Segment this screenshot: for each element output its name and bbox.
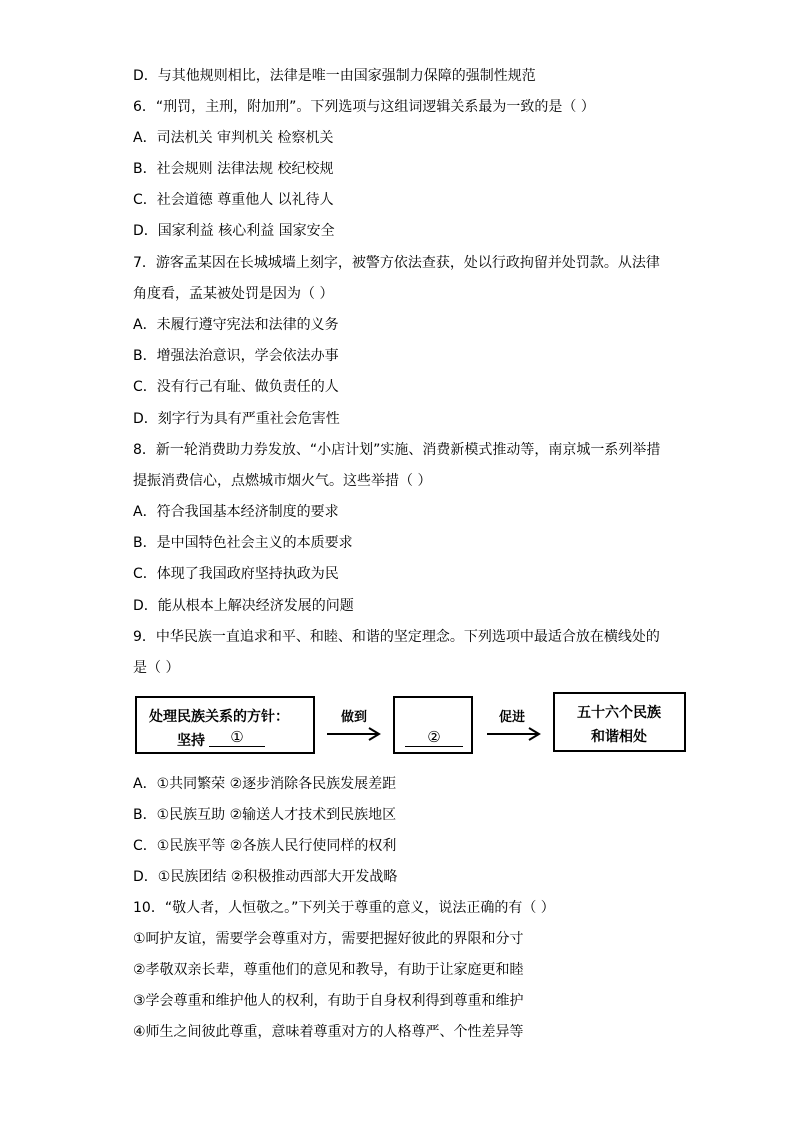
- arrow-right-icon: [325, 726, 385, 742]
- q9-option-c: C．①民族平等 ②各族人民行使同样的权利: [133, 838, 397, 854]
- policy-box: [135, 696, 315, 754]
- outcome-box: [553, 692, 686, 752]
- q6-option-d: D．国家利益 核心利益 国家安全: [133, 223, 335, 239]
- arrow-2-label: 促进: [499, 710, 526, 725]
- q9-option-b: B．①民族互助 ②输送人才技术到民族地区: [133, 807, 397, 823]
- q9-option-d: D．①民族团结 ②积极推动西部大开发战略: [133, 869, 398, 885]
- q6-option-b: B．社会规则 法律法规 校纪校规: [133, 161, 334, 177]
- policy-box-title: 处理民族关系的方针：: [149, 709, 289, 725]
- policy-diagram: [133, 690, 693, 760]
- blank-2: ②: [405, 728, 463, 747]
- question-6: 6．“刑罚，主刑，附加刑”。下列选项与这组词逻辑关系最为一致的是（ ）: [133, 99, 595, 115]
- outcome-line2: 和谐相处: [591, 729, 647, 745]
- question-10: 10．“敬人者，人恒敬之。”下列关于尊重的意义，说法正确的有（ ）: [133, 900, 555, 916]
- q6-option-c: C．社会道德 尊重他人 以礼待人: [133, 192, 334, 208]
- question-7-line2: 角度看，孟某被处罚是因为（ ）: [133, 286, 334, 302]
- q8-option-b: B．是中国特色社会主义的本质要求: [133, 535, 353, 551]
- question-7-line1: 7．游客孟某因在长城城墙上刻字，被警方依法查获，处以行政拘留并处罚款。从法律: [133, 255, 660, 271]
- arrow-right-icon: [485, 726, 545, 742]
- q7-option-d: D．刻字行为具有严重社会危害性: [133, 411, 340, 427]
- arrow-1-label: 做到: [341, 710, 368, 725]
- q8-option-a: A．符合我国基本经济制度的要求: [133, 504, 339, 520]
- q10-statement-3: ③学会尊重和维护他人的权利，有助于自身权利得到尊重和维护: [133, 993, 524, 1009]
- policy-box-prefix: 坚持: [177, 733, 205, 749]
- q10-statement-1: ①呵护友谊，需要学会尊重对方，需要把握好彼此的界限和分寸: [133, 931, 524, 947]
- question-8-line1: 8．新一轮消费助力券发放、“小店计划”实施、消费新模式推动等，南京城一系列举措: [133, 442, 661, 458]
- question-8-line2: 提振消费信心，点燃城市烟火气。这些举措（ ）: [133, 473, 432, 489]
- q6-option-a: A．司法机关 审判机关 检察机关: [133, 130, 334, 146]
- question-9-line1: 9．中华民族一直追求和平、和睦、和谐的坚定理念。下列选项中最适合放在横线处的: [133, 629, 660, 645]
- q10-statement-2: ②孝敬双亲长辈，尊重他们的意见和教导，有助于让家庭更和睦: [133, 962, 524, 978]
- blank-1: ①: [209, 728, 265, 747]
- q7-option-b: B．增强法治意识，学会依法办事: [133, 348, 339, 364]
- q8-option-d: D．能从根本上解决经济发展的问题: [133, 598, 354, 614]
- question-9-line2: 是（ ）: [133, 660, 180, 676]
- result-box: [393, 696, 473, 754]
- q8-option-c: C．体现了我国政府坚持执政为民: [133, 566, 339, 582]
- q10-statement-4: ④师生之间彼此尊重，意味着尊重对方的人格尊严、个性差异等: [133, 1024, 524, 1040]
- q9-option-a: A．①共同繁荣 ②逐步消除各民族发展差距: [133, 776, 397, 792]
- q7-option-c: C．没有行己有耻、做负责任的人: [133, 379, 339, 395]
- q7-option-a: A．未履行遵守宪法和法律的义务: [133, 317, 339, 333]
- outcome-line1: 五十六个民族: [577, 705, 661, 721]
- option-d-q5: D．与其他规则相比，法律是唯一由国家强制力保障的强制性规范: [133, 68, 536, 84]
